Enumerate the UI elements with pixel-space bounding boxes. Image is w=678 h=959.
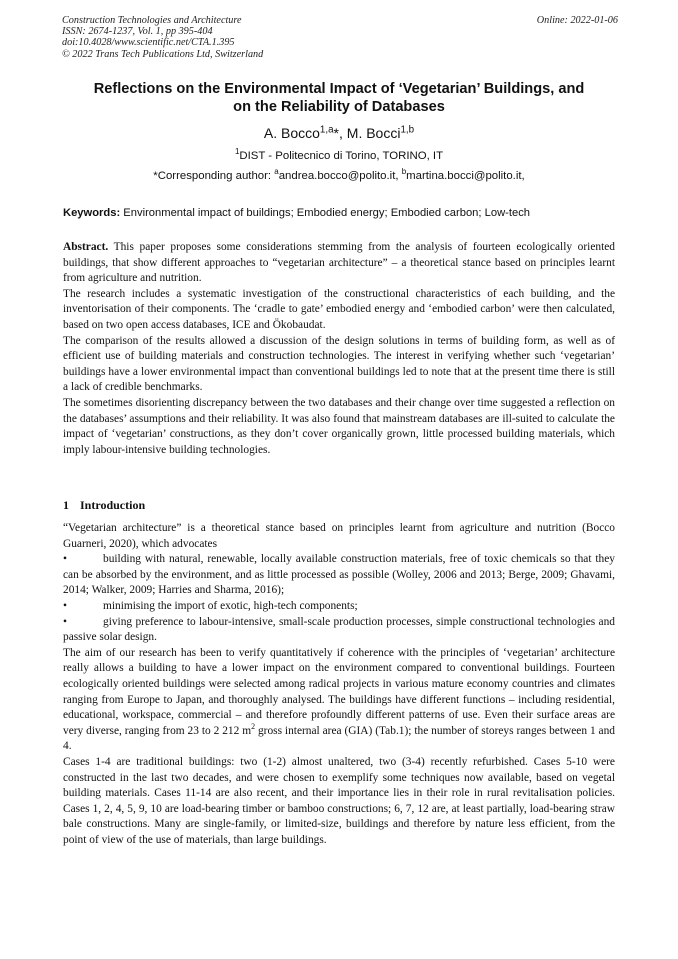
title-line-2: on the Reliability of Databases [233, 99, 445, 115]
running-header [62, 15, 618, 60]
introduction-body [63, 521, 615, 848]
author-1-corresponding-mark: *, [333, 125, 347, 141]
abstract-p4: The sometimes disorienting discrepancy between the two databases and their change over time suggested a reflection on the databases’ assumptions and their reliability. It was also found that mainstream databases are ill-suited to calculate the impact of ‘vegetarian’ constructions, as they don’t cover organically grown, little processed building materials, which imply labour-intensive building technologies. [63, 396, 615, 456]
author-2-name: M. Bocci [346, 125, 401, 141]
issn: ISSN: 2674-1237, Vol. 1, pp 395-404 [62, 26, 213, 38]
corresponding-author [40, 169, 638, 183]
email-b[interactable]: martina.bocci@polito.it, [406, 170, 525, 182]
keywords [63, 206, 623, 220]
title-line-1: Reflections on the Environmental Impact of ‘Vegetarian’ Buildings, and [93, 81, 585, 97]
intro-p2 [63, 646, 615, 755]
section-number: 1 [63, 498, 69, 512]
author-1-affil-mark: 1,a [319, 124, 334, 136]
intro-p3: Cases 1-4 are traditional buildings: two (1-2) almost unaltered, two (3-4) recently refurbished. Cases 5-10 were constructed in the last two decades, and were chosen to exemplify some techniques now available, based on vegetal building materials. Cases 11-14 are also recent, and their importance lies in their role in rural revitalisation policies. Cases 1, 2, 4, 5, 9, 10 are load-bearing timber or bamboo constructions; 6, 7, 12 are, at least partially, load-bearing straw bale constructions. Many are single-family, or limited-size, buildings and therefore by nature less efficient, from the point of view of the use of materials, than large buildings. [63, 755, 615, 846]
list-item [63, 599, 615, 615]
affiliation [40, 149, 638, 163]
list-item [63, 615, 615, 646]
journal-info [62, 15, 618, 60]
section-heading [63, 498, 615, 513]
author-1-name: A. Bocco [263, 125, 320, 141]
author-list [40, 124, 638, 142]
bullet-1-text: building with natural, renewable, locally available construction materials, free of toxic chemicals so that they can be absorbed by the environment, and as little processed as possible (Wolley, 2006 and 2013; Berge, 2009; Ghavami, 2014; Walker, 2009; Harries and Sharma, 2016); [63, 553, 615, 597]
email-b-mark: b [401, 167, 407, 177]
affiliation-text: DIST - Politecnico di Torino, TORINO, IT [239, 150, 444, 162]
email-a-mark: a [274, 167, 279, 177]
keywords-label: Keywords: [63, 207, 121, 219]
bullet-icon: • [63, 599, 67, 612]
list-item [63, 552, 615, 599]
abstract [63, 240, 615, 458]
abstract-label: Abstract. [63, 241, 109, 253]
abstract-p2: The research includes a systematic investigation of the constructional characteristics of each building, and the inventorisation of their components. The ‘cradle to gate’ embodied energy and ‘embodied carbon’ were then calculated, based on two open access databases, ICE and Ökobaudat. [63, 287, 615, 331]
affiliation-mark: 1 [234, 147, 240, 157]
section-title: Introduction [80, 498, 146, 512]
online-date: Online: 2022-01-06 [536, 15, 618, 26]
bullet-icon: • [63, 553, 67, 566]
email-a[interactable]: andrea.bocco@polito.it, [278, 170, 402, 182]
doi: doi:10.4028/www.scientific.net/CTA.1.395 [62, 37, 235, 49]
author-2-affil-mark: 1,b [400, 124, 415, 136]
corresponding-prefix: *Corresponding author: [153, 170, 275, 182]
abstract-p3: The comparison of the results allowed a discussion of the design solutions in terms of building form, as well as of efficient use of building materials and construction technologies. The interest in verifying whether such ‘vegetarian’ buildings have a lower environmental impact than conventional buildings led to note that at the present time there is still a lack of credible benchmarks. [63, 334, 615, 394]
keywords-text: Environmental impact of buildings; Embodied energy; Embodied carbon; Low-tech [120, 207, 531, 219]
bullet-2-text: minimising the import of exotic, high-tech components; [103, 599, 358, 612]
intro-p2-main: The aim of our research has been to verify quantitatively if coherence with the principles of ‘vegetarian’ architecture really allows a building to have a lower impact on the environment compared to conventional buildings. Fourteen ecologically oriented buildings were selected among radical projects in various mature economy countries and climates ranging from Europe to Japan, and thoroughly analysed. The buildings have different functions – including residential, educational, workspace, commercial – and therefore profoundly different patterns of use. Even their surface areas are very diverse, ranging from 23 to 2 212 m [63, 646, 615, 737]
area-unit-superscript: 2 [251, 721, 256, 731]
bullet-icon: • [63, 615, 67, 628]
paper-title [40, 80, 638, 116]
abstract-paragraph [63, 240, 615, 287]
journal-name: Construction Technologies and Architecture [62, 15, 242, 26]
abstract-p1: This paper proposes some considerations stemming from the analysis of fourteen ecologically oriented buildings, that show different approaches to “vegetarian architecture” – a theoretical stance based on principles learnt from agriculture and nutrition. [63, 241, 615, 285]
intro-p1: “Vegetarian architecture” is a theoretical stance based on principles learnt from agriculture and nutrition (Bocco Guarneri, 2020), which advocates [63, 522, 615, 550]
copyright: © 2022 Trans Tech Publications Ltd, Switzerland [62, 48, 264, 60]
bullet-3-text: giving preference to labour-intensive, small-scale production processes, simple constructional technologies and passive solar design. [63, 615, 615, 644]
intro-p2-end: gross internal area (GIA) (Tab.1); the number of storeys ranges between 1 and 4. [63, 724, 615, 753]
